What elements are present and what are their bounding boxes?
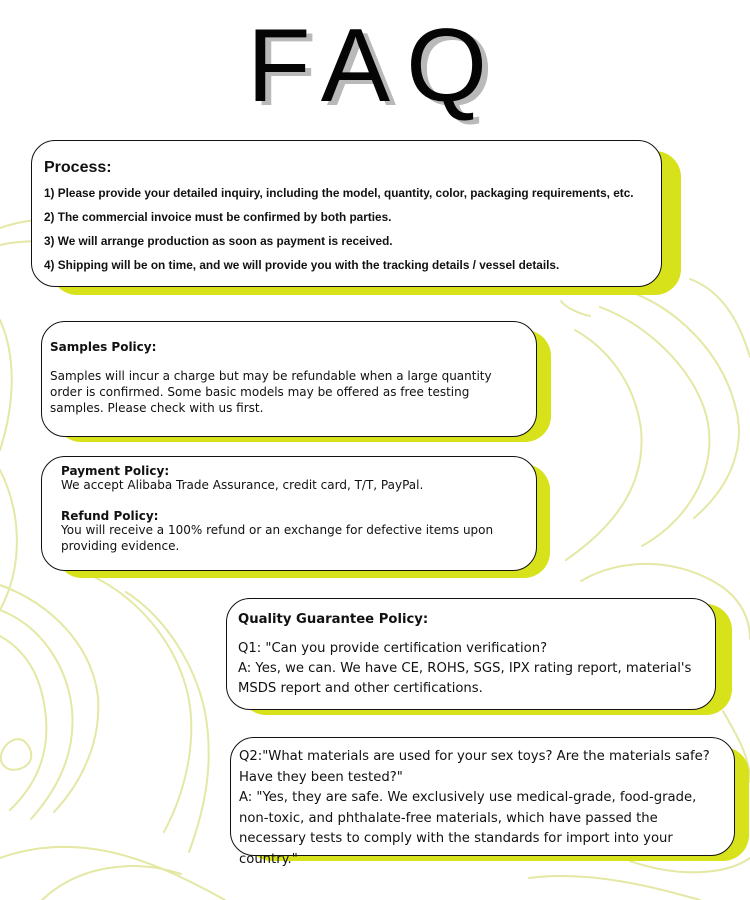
- faq-question-2-card: [230, 737, 735, 867]
- refund-policy-body: You will receive a 100% refund or an exchange for defective items upon providing evidence.: [61, 522, 494, 553]
- refund-policy-heading: Refund Policy:: [61, 508, 159, 523]
- contour-line: [628, 291, 739, 518]
- faq-answer-2: A: "Yes, they are safe. We exclusively use medical-grade, food-grade, non-toxic, and phthalate-free materials, which have passed the necessary tests to comply with the standards for import into your country.": [239, 790, 697, 867]
- contour-line: [561, 301, 590, 316]
- faq-question-2: Q2:"What materials are used for your sex toys? Are the materials safe? Have they been tested?": [239, 749, 710, 785]
- process-step-4: 4) Shipping will be on time, and we will provide you with the tracking details / vessel details.: [44, 258, 560, 272]
- payment-refund-card: [41, 456, 537, 571]
- payment-policy-body: We accept Alibaba Trade Assurance, credit card, T/T, PayPal.: [61, 478, 424, 492]
- contour-line: [529, 876, 700, 900]
- process-heading: Process:: [44, 159, 112, 176]
- payment-policy-heading: Payment Policy:: [61, 464, 170, 478]
- process-step-3: 3) We will arrange production as soon as payment is received.: [44, 234, 393, 248]
- faq-question-1: Q1: "Can you provide certification verification?: [238, 641, 548, 656]
- contour-line: [0, 585, 98, 812]
- contour-line: [42, 866, 181, 900]
- contour-line: [600, 307, 709, 546]
- process-step-2: 2) The commercial invoice must be confirmed by both parties.: [44, 210, 392, 224]
- quality-guarantee-card: [226, 598, 716, 710]
- samples-policy-card: [41, 321, 537, 437]
- contour-line: [566, 330, 642, 560]
- contour-line: [0, 610, 73, 819]
- quality-policy-heading: Quality Guarantee Policy:: [238, 612, 429, 627]
- contour-line: [690, 279, 750, 357]
- contour-line: [88, 574, 191, 832]
- contour-line: [0, 320, 12, 450]
- contour-line: [0, 636, 46, 810]
- samples-policy-body: Samples will incur a charge but may be refundable when a large quantity order is confirmed. Some basic models may be offered as free testing samples. Please check with us first.: [50, 369, 492, 415]
- samples-policy-heading: Samples Policy:: [50, 340, 157, 354]
- process-card: [31, 140, 662, 287]
- page-title: FAQ: [246, 8, 504, 124]
- process-step-1: 1) Please provide your detailed inquiry, including the model, quantity, color, packaging requirements, etc.: [44, 186, 634, 200]
- contour-line: [126, 592, 209, 852]
- contour-line: [0, 847, 225, 900]
- contour-line: [1, 739, 31, 770]
- faq-answer-1: A: Yes, we can. We have CE, ROHS, SGS, IPX rating report, material's MSDS report and other certifications.: [238, 660, 692, 696]
